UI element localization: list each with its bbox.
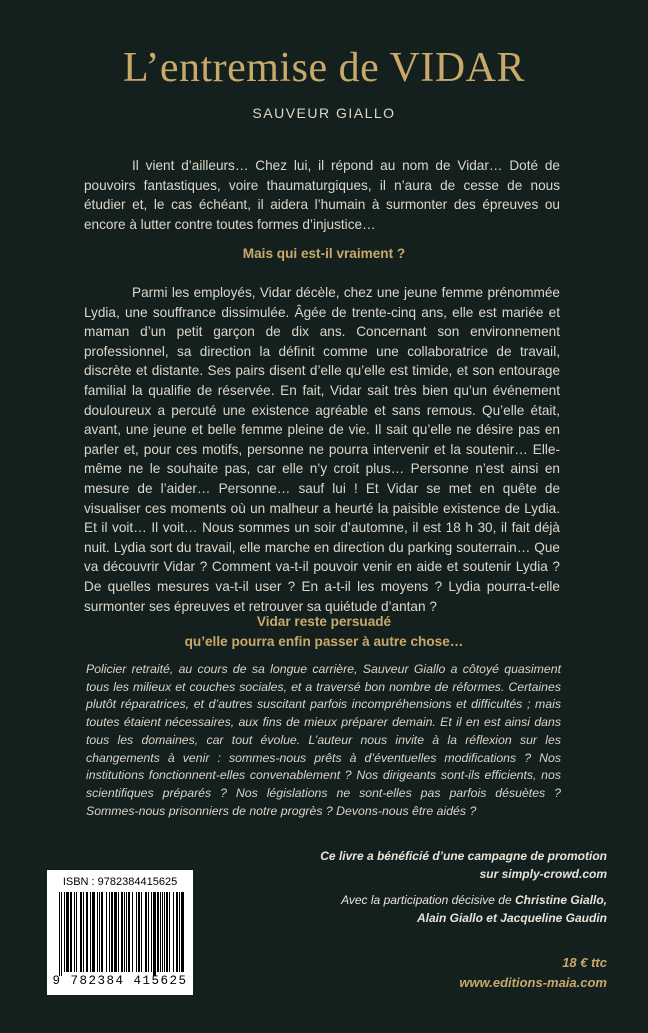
isbn-barcode-box [47, 870, 193, 995]
synopsis-body: Parmi les employés, Vidar décèle, chez une jeune femme prénommée Lydia, une souffrance dissimulée. Âgée de trente-cinq ans, elle est mariée et maman d’un petit garçon de dix ans. Concernant son environnement professionnel, sa direction la définit comme une collaboratrice de travail, discrète et distante. Ses pairs disent d’elle qu’elle est timide, et son entourage familial la qualifie de réservée. En fait, Vidar sait très bien qu’un événement douloureux a percuté une existence agréable et sans remous. Qu’elle était, avant, une jeune et belle femme pleine de vie. Il sait qu’elle ne désire pas en parler et, pour ces motifs, personne ne pourra intervenir et la soutenir… Elle-même ne le souhaite pas, car elle n’y croit plus… Personne n’est ainsi en mesure de l’aider… Personne… sauf lui ! Et Vidar se met en quête de visualiser ces moments où un malheur a heurté la paisible existence de Lydia. Et il voit… Il voit… Nous sommes un soir d’automne, il est 18 h 30, il fait déjà nuit. Lydia sort du travail, elle marche en direction du parking souterrain… Que va découvrir Vidar ? Comment va-t-il pouvoir venir en aide et soutenir Lydia ? De quelles mesures va-t-il user ? En a-t-il les moyens ? Lydia pourra-t-elle surmonter ses épreuves et retrouver sa quiétude d’antan ? [84, 285, 560, 614]
barcode-bar [61, 892, 62, 976]
barcode-bar [148, 892, 149, 972]
credits-line-2: Alain Giallo et Jacqueline Gaudin [416, 910, 607, 925]
barcode-bar [74, 892, 75, 972]
barcode-bar [173, 892, 174, 972]
barcode-bar [166, 892, 168, 972]
isbn-digits: 9 782384 415625 [52, 974, 188, 988]
barcode-bar [101, 892, 103, 972]
barcode-bar [121, 892, 123, 972]
barcode-bar [86, 892, 88, 972]
price: 18 € ttc [562, 955, 607, 970]
barcode-bar [162, 892, 163, 972]
barcode-bar [64, 892, 65, 972]
barcode-bar [179, 892, 180, 972]
barcode-bar [97, 892, 98, 972]
author-bio: Policier retraité, au cours de sa longue carrière, Sauveur Giallo a côtoyé quasiment tous les milieux et couches sociales, et a traversé bon nombre de réformes. Certaines plutôt réparatrices, et d’autres suscitant parfois incompréhensions et difficultés ; mais toutes étaient nécessaires, aux fins de mieux préparer demain. Et il en est ainsi dans tous les domaines, car tout évolue. L’auteur nous invite à la réflexion sur les changements à venir : sommes-nous prêts à d’éventuelles modifications ? Nos institutions fonctionnent-elles convenablement ? Nos dirigeants sont-ils efficients, nos scientifiques préparés ? Nos législations ne sont-elles pas parfois désuètes ? Sommes-nous prisonniers de notre progrès ? Devons-nous être aidés ? [86, 662, 561, 818]
barcode-bar [124, 892, 125, 972]
credits-prefix: Avec la participation décisive de [341, 893, 515, 907]
barcode-bar [141, 892, 142, 972]
barcode-bar [90, 892, 91, 972]
barcode-bar [136, 892, 137, 972]
barcode-bar [114, 892, 117, 972]
author-name: SAUVEUR GIALLO [252, 105, 396, 121]
barcode-bar [128, 892, 130, 972]
barcode-bar [83, 892, 84, 972]
barcode-bar [80, 892, 82, 972]
barcode-bar [160, 892, 161, 972]
credits-line-1 [341, 892, 607, 910]
barcode-bar [126, 892, 127, 972]
barcode-bar [106, 892, 107, 972]
barcode-bar [92, 892, 95, 972]
barcode-bar [169, 892, 170, 972]
closing-line-2: qu’elle pourra enfin passer à autre chose… [184, 634, 464, 649]
promotion-line-2: sur simply-crowd.com [479, 866, 607, 881]
synopsis-intro: Il vient d’ailleurs… Chez lui, il répond au nom de Vidar… Doté de pouvoirs fantastiques, voire thaumaturgiques, il n’aura de cesse de nous étudier et, le cas échéant, il aidera l’humain à surmonter des épreuves ou encore à lutter contre toutes formes d’injustice… [84, 158, 560, 232]
barcode-bar [99, 892, 100, 972]
credits-name-1: Christine Giallo, [514, 893, 607, 907]
barcode-bar [157, 892, 159, 972]
credits-block [341, 892, 607, 927]
promotion-block [320, 848, 607, 883]
synopsis-question: Mais qui est-il vraiment ? [242, 246, 406, 261]
barcode-bar [132, 892, 133, 972]
barcode-bar [118, 892, 119, 972]
barcode-bar [59, 892, 60, 976]
barcode-bar [76, 892, 77, 972]
promotion-line-1: Ce livre a bénéficié d’une campagne de promotion [320, 849, 607, 863]
barcode-bar [138, 892, 140, 972]
barcode-bar [66, 892, 69, 972]
barcode-bar [109, 892, 110, 972]
barcode-bar [111, 892, 113, 972]
barcode-bar [176, 892, 178, 972]
barcode-bar [164, 892, 165, 972]
barcode-bar [151, 892, 152, 972]
barcode-bar [153, 892, 156, 976]
barcode-bar [70, 892, 72, 972]
publisher-website: www.editions-maia.com [459, 975, 607, 990]
book-title: L’entremise de VIDAR [123, 45, 525, 91]
barcode-bar [145, 892, 147, 972]
barcode-bar [181, 892, 184, 972]
isbn-label: ISBN : 9782384415625 [62, 876, 178, 888]
closing-line-1: Vidar reste persuadé [256, 614, 392, 629]
